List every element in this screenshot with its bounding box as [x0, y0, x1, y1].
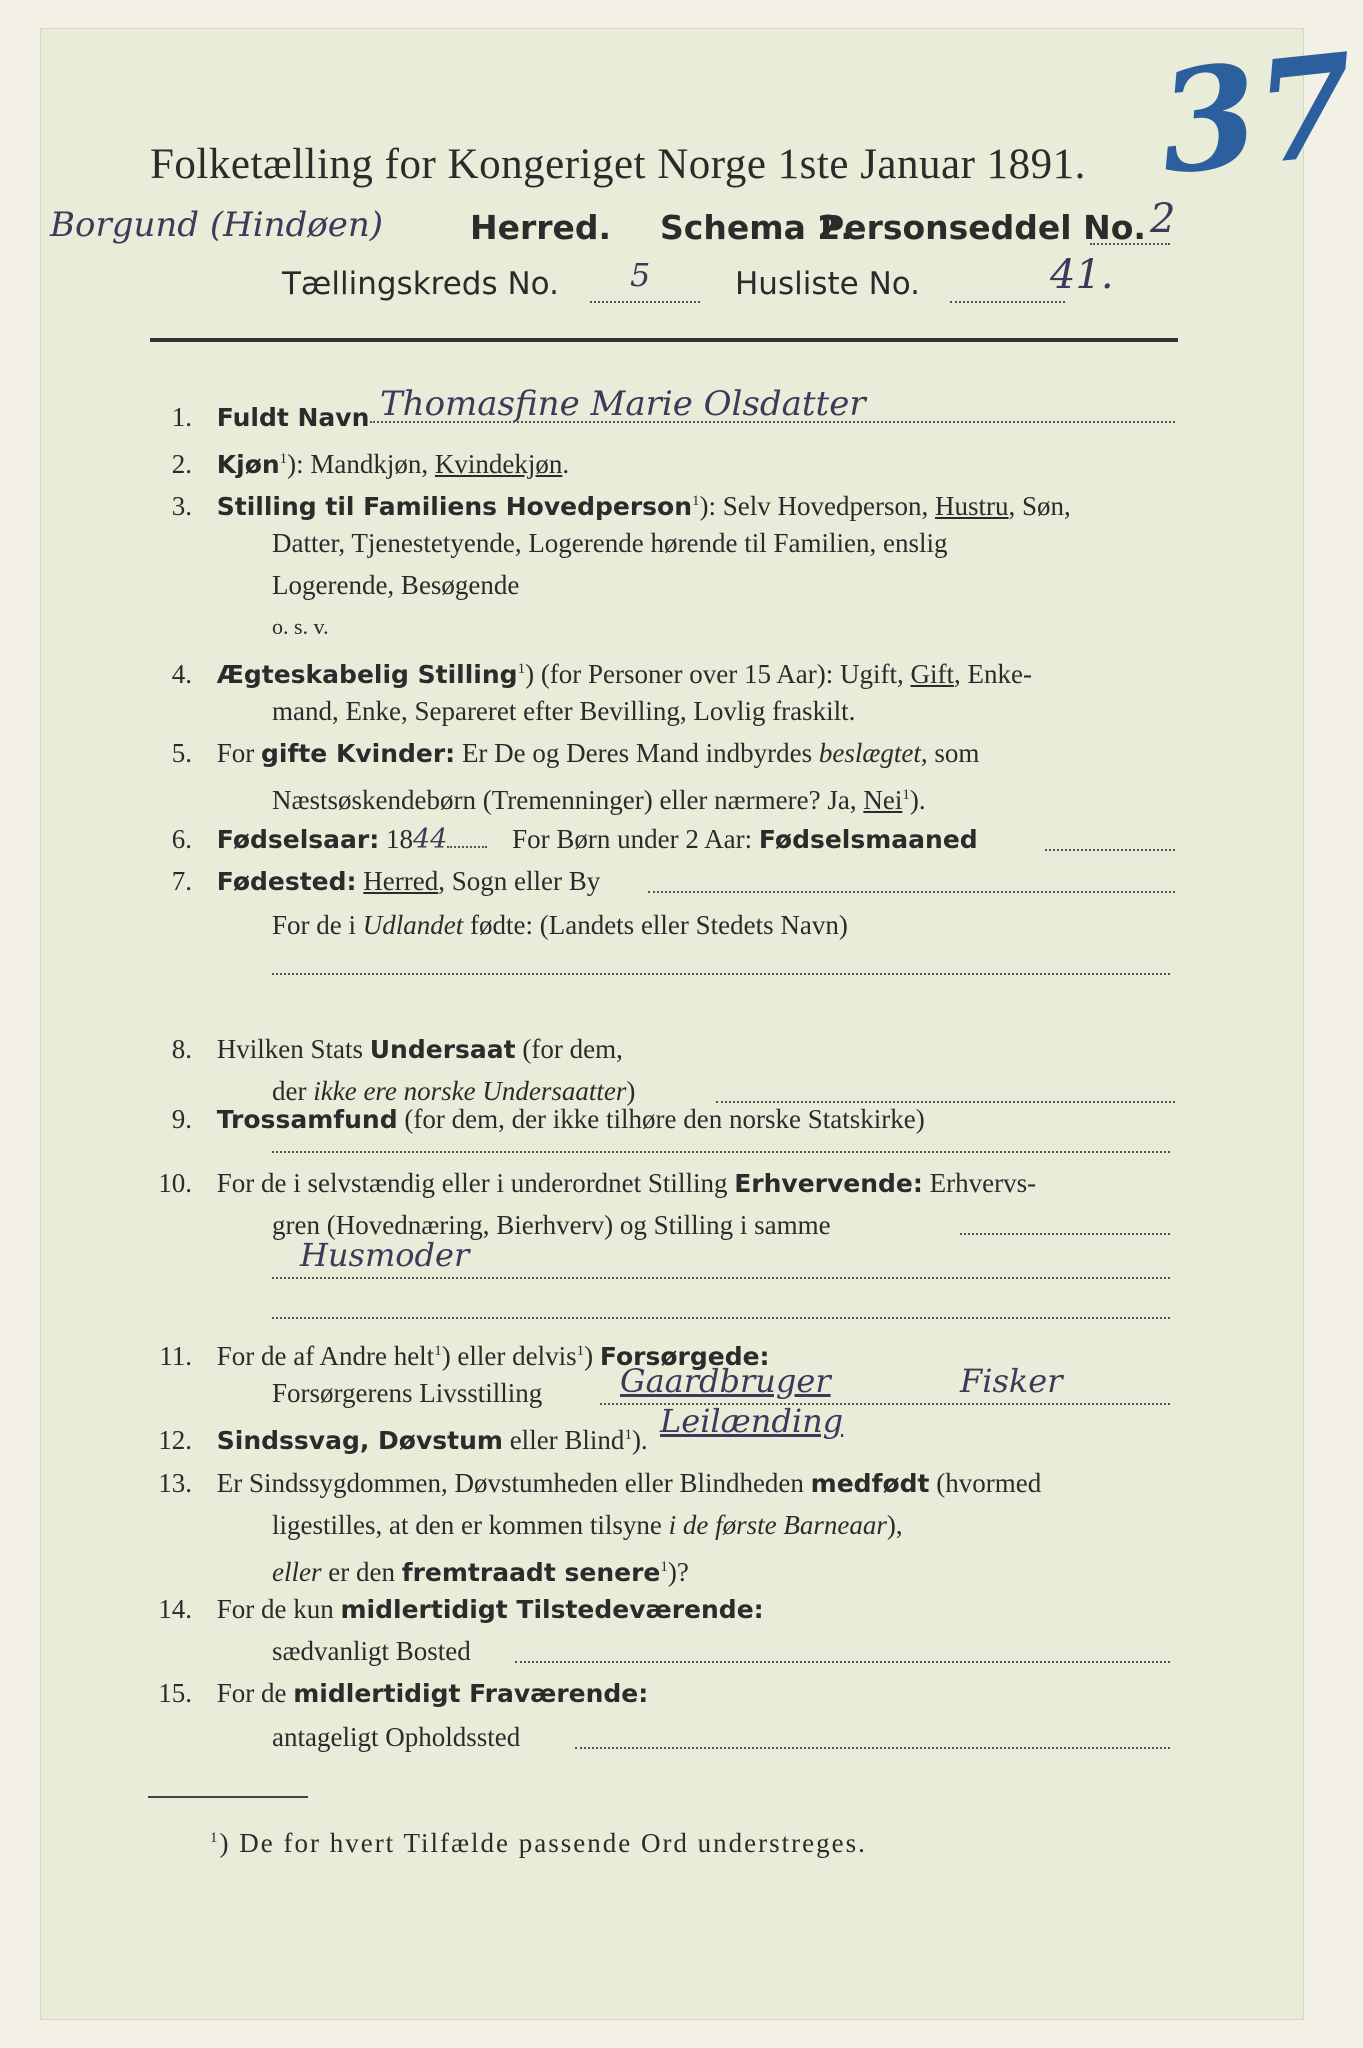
personseddel-value: 2 [1150, 196, 1176, 242]
item-8-line2: der ikke ere norske Undersaatter) [272, 1076, 636, 1106]
kreds-value: 5 [630, 256, 651, 294]
disability-value: Leilænding [660, 1402, 844, 1440]
item-4: 4. Ægteskabelig Stilling$^1$) (for Personer over 15 Aar): Ugift, Gift, Enke- [171, 659, 1032, 689]
item-11: 11. For de af Andre helt$^1$) eller delvis$^1$) Forsørgede: [159, 1341, 770, 1371]
item-9-line: 9. Trossamfund (for dem, der ikke tilhøre den norske Statskirke) [171, 1104, 925, 1134]
provider-value-2: Fisker [960, 1362, 1063, 1400]
item-3-line3: Logerende, Besøgende [272, 570, 520, 600]
provider-value-1: Gaardbruger [620, 1362, 831, 1400]
item-7: 7. Fødested: Herred, Sogn eller By [171, 866, 601, 896]
census-form [40, 28, 1304, 2020]
item-3: 3. Stilling til Familiens Hovedperson$^1$): Selv Hovedperson, Hustru, Søn, [171, 491, 1071, 521]
name-value: Thomasfine Marie Olsdatter [380, 384, 866, 424]
item-1: 1. Fuldt Navn [171, 402, 370, 432]
occupation-value: Husmoder [300, 1236, 470, 1274]
item-4-line2: mand, Enke, Separeret efter Bevilling, Lovlig fraskilt. [272, 696, 856, 726]
item-8: 8. Hvilken Stats Undersaat (for dem, [171, 1034, 623, 1064]
item-15: 15. For de midlertidigt Fraværende: [158, 1678, 649, 1708]
item-10: 10. For de i selvstændig eller i underordnet Stilling Erhvervende: Erhvervs- [158, 1168, 1037, 1198]
item-15-line2: antageligt Opholdssted [272, 1722, 521, 1752]
herred-handwritten: Borgund (Hindøen) [50, 205, 384, 245]
item-10-line2: gren (Hovednæring, Bierhverv) og Stilling i samme [272, 1210, 831, 1240]
item-11-line2: Forsørgerens Livsstilling [272, 1378, 543, 1408]
item-6: 6. Fødselsaar: 1844 For Børn under 2 Aar: Fødselsmaaned [171, 824, 978, 855]
personseddel-label: Personseddel No. [820, 208, 1146, 247]
item-13-line2: ligestilles, at den er kommen tilsyne i de første Barneaar), [272, 1510, 903, 1540]
kreds-label: Tællingskreds No. [282, 266, 559, 302]
item-5-line2: Næstsøskendebørn (Tremenninger) eller nærmere? Ja, Nei$^1$). [272, 785, 926, 815]
husliste-value: 41. [1050, 252, 1114, 298]
item-5: 5. For gifte Kvinder: Er De og Deres Mand indbyrdes beslægtet, som [171, 738, 980, 768]
husliste-label: Husliste No. [735, 266, 921, 302]
item-13-line3: eller er den fremtraadt senere$^1$)? [272, 1557, 689, 1587]
page-number: 37 [1151, 23, 1363, 207]
footnote-rule [148, 1796, 308, 1798]
item-12: 12. Sindssvag, Døvstum eller Blind$^1$). [158, 1425, 648, 1455]
header-rule [150, 338, 1178, 342]
item-7-line2: For de i Udlandet fødte: (Landets eller Stedets Navn) [272, 910, 848, 940]
item-2: 2. Kjøn$^1$): Mandkjøn, Kvindekjøn. [171, 449, 570, 479]
item-3-line4: o. s. v. [272, 614, 329, 639]
footnote: $^1$) De for hvert Tilfælde passende Ord understreges. [210, 1828, 867, 1858]
item-14: 14. For de kun midlertidigt Tilstedeværende: [158, 1594, 764, 1624]
herred-label: Herred. [470, 208, 612, 247]
item-13: 13. Er Sindssygdommen, Døvstumheden eller Blindheden medfødt (hvormed [158, 1468, 1042, 1498]
item-3-line2: Datter, Tjenestetyende, Logerende hørende til Familien, enslig [272, 528, 948, 558]
schema-label: Schema 2. [660, 208, 853, 247]
item-14-line2: sædvanligt Bosted [272, 1636, 471, 1666]
form-title: Folketælling for Kongeriget Norge 1ste Januar 1891. [150, 141, 1086, 188]
